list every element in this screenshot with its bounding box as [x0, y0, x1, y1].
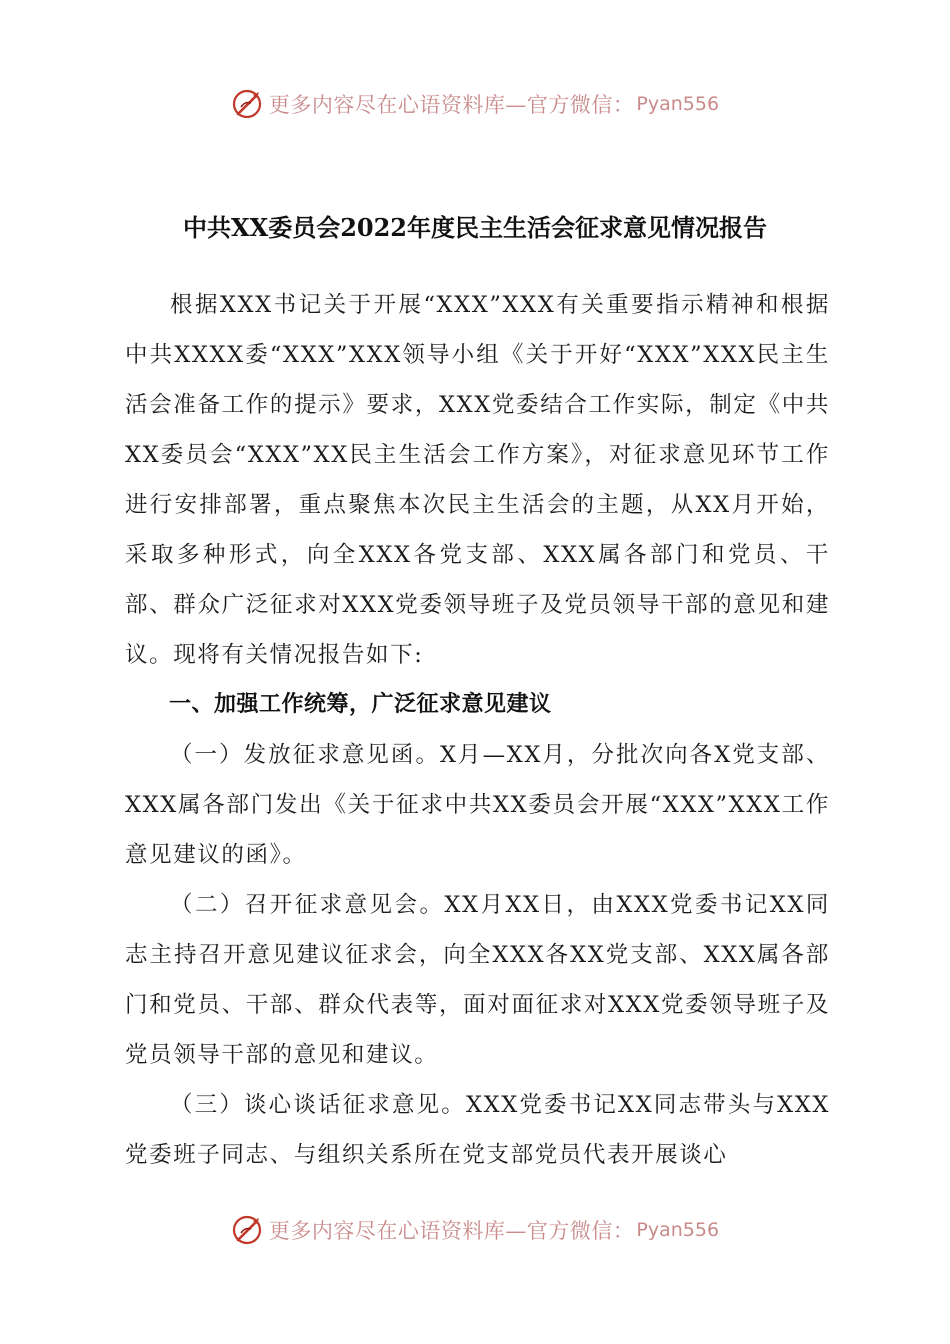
watermark-wechat-id: Pyan556: [636, 1219, 720, 1241]
watermark-text: 更多内容尽在心语资料库—官方微信：: [268, 1219, 635, 1243]
watermark-footer: [0, 1210, 950, 1250]
watermark-text: 更多内容尽在心语资料库—官方微信：: [268, 93, 635, 117]
document-body: [125, 280, 830, 1180]
paragraph-item-2: （二）召开征求意见会。XX月XX日，由XXX党委书记XX同志主持召开意见建议征求会，向全XXX各XX党支部、XXX属各部门和党员、干部、群众代表等，面对面征求对XXX党委领导班子及党员领导干部的意见和建议。: [125, 892, 830, 1068]
paragraph-item-1: （一）发放征求意见函。X月—XX月，分批次向各X党支部、XXX属各部门发出《关于征求中共XX委员会开展“XXX”XXX工作意见建议的函》。: [125, 742, 830, 868]
section-heading-1: 一、加强工作统筹，广泛征求意见建议: [169, 692, 552, 717]
watermark-wechat-id: Pyan556: [636, 93, 720, 115]
pen-circle-logo-icon: [231, 87, 265, 121]
pen-circle-logo-icon: [231, 1213, 265, 1247]
watermark-header: [0, 84, 950, 124]
paragraph-item-3: （三）谈心谈话征求意见。XXX党委书记XX同志带头与XXX党委班子同志、与组织关系所在党支部党员代表开展谈心: [125, 1092, 830, 1168]
paragraph-intro: 根据XXX书记关于开展“XXX”XXX有关重要指示精神和根据中共XXXX委“XXX”XXX领导小组《关于开好“XXX”XXX民主生活会准备工作的提示》要求，XXX党委结合工作实际，制定《中共XX委员会“XXX”XX民主生活会工作方案》，对征求意见环节工作进行安排部署，重点聚焦本次民主生活会的主题，从XX月开始，采取多种形式，向全XXX各党支部、XXX属各部门和党员、干部、群众广泛征求对XXX党委领导班子及党员领导干部的意见和建议。现将有关情况报告如下:: [125, 292, 830, 668]
document-title: 中共XX委员会2022年度民主生活会征求意见情况报告: [182, 213, 768, 242]
